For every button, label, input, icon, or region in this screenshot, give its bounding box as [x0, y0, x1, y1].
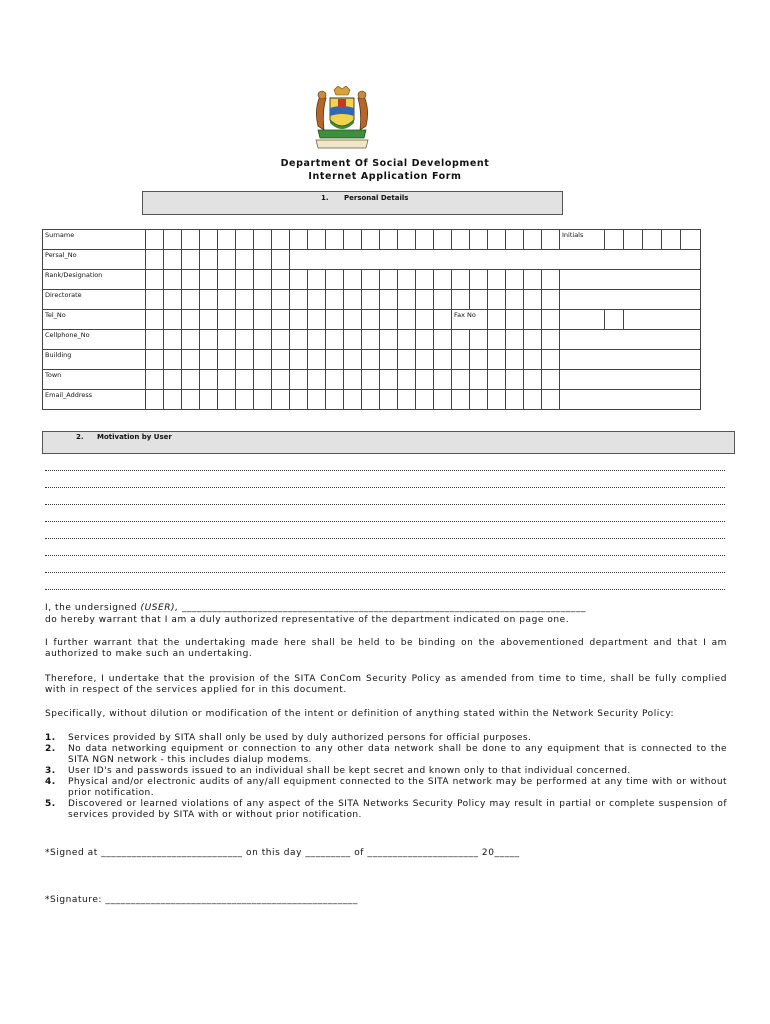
- conditions-list: [45, 733, 727, 821]
- policy-intro-paragraph: Specifically, without dilution or modification of the intent or definition of anything stated within the Network Security Policy:: [45, 709, 675, 719]
- form-title: Internet Application Form: [308, 171, 462, 182]
- town-row: [43, 370, 701, 390]
- cellphone-row: [43, 330, 701, 350]
- section-1-title: Personal Details: [344, 194, 409, 202]
- building-label: Building: [43, 350, 146, 370]
- persal-label: Persal_No: [43, 250, 146, 270]
- user-label: (USER),: [140, 603, 179, 613]
- rank-row: [43, 270, 701, 290]
- email-label: Email_Address: [43, 390, 146, 410]
- coat-of-arms-logo: [308, 86, 376, 150]
- directorate-row: [43, 290, 701, 310]
- tel-box[interactable]: [146, 310, 164, 330]
- motivation-line[interactable]: [45, 470, 725, 471]
- motivation-line[interactable]: [45, 589, 725, 590]
- cellphone-box[interactable]: [146, 330, 164, 350]
- initials-box[interactable]: [605, 230, 624, 250]
- tel-label: Tel_No: [43, 310, 146, 330]
- motivation-line[interactable]: [45, 521, 725, 522]
- motivation-line[interactable]: [45, 572, 725, 573]
- town-box[interactable]: [146, 370, 164, 390]
- signed-at-line[interactable]: *Signed at ____________________________ on this day _________ of ______________________ 20_____: [45, 848, 520, 858]
- persal-box[interactable]: [146, 250, 164, 270]
- rank-label: Rank/Designation: [43, 270, 146, 290]
- tel-row: [43, 310, 701, 330]
- declaration-line-1: I, the undersigned (USER), ________________________________________________________________________________: [45, 603, 586, 613]
- motivation-line[interactable]: [45, 555, 725, 556]
- personal-details-table: [42, 229, 701, 410]
- section-2-title: Motivation by User: [97, 433, 172, 441]
- rank-box[interactable]: [146, 270, 164, 290]
- warranty-paragraph: I further warrant that the undertaking made here shall be held to be binding on the abovementioned department and that I am authorized to make such an undertaking.: [45, 638, 727, 659]
- email-box[interactable]: [146, 390, 164, 410]
- email-row: [43, 390, 701, 410]
- section-2-header: [42, 431, 735, 454]
- user-name-blank[interactable]: ________________________________________________________________________________: [178, 603, 586, 613]
- condition-item: 2. No data networking equipment or connection to any other data network shall be done to any equipment that is connected to the SITA NGN network - this includes dialup modems.: [45, 744, 727, 765]
- section-1-header: [142, 191, 563, 215]
- condition-item: 5. Discovered or learned violations of any aspect of the SITA Networks Security Policy may result in partial or complete suspension of services provided by SITA with or without prior notification.: [45, 799, 727, 820]
- initials-label: Initials: [560, 230, 605, 250]
- town-label: Town: [43, 370, 146, 390]
- persal-blank: [290, 250, 701, 270]
- section-2-number: 2.: [76, 433, 84, 441]
- fax-label: Fax No: [452, 310, 488, 330]
- persal-row: [43, 250, 701, 270]
- surname-row: [43, 230, 701, 250]
- building-box[interactable]: [146, 350, 164, 370]
- directorate-label: Directorate: [43, 290, 146, 310]
- motivation-line[interactable]: [45, 487, 725, 488]
- section-1-number: 1.: [321, 194, 329, 202]
- building-row: [43, 350, 701, 370]
- surname-box[interactable]: [146, 230, 164, 250]
- surname-label: Surname: [43, 230, 146, 250]
- department-title: Department Of Social Development: [280, 158, 490, 169]
- motivation-line[interactable]: [45, 538, 725, 539]
- directorate-box[interactable]: [146, 290, 164, 310]
- signature-line[interactable]: *Signature: __________________________________________________: [45, 895, 358, 905]
- cellphone-label: Cellphone_No: [43, 330, 146, 350]
- condition-item: 1. Services provided by SITA shall only be used by duly authorized persons for official purposes.: [45, 733, 532, 743]
- condition-item: 3. User ID's and passwords issued to an individual shall be kept secret and known only to that individual concerned.: [45, 766, 631, 776]
- declaration-line-2: do hereby warrant that I am a duly authorized representative of the department indicated on page one.: [45, 615, 570, 625]
- motivation-line[interactable]: [45, 504, 725, 505]
- fax-box[interactable]: [488, 310, 506, 330]
- condition-item: 4. Physical and/or electronic audits of any/all equipment connected to the SITA network may be performed at any time with or without prior notification.: [45, 777, 727, 798]
- undertaking-paragraph: Therefore, I undertake that the provision of the SITA ConCom Security Policy as amended from time to time, shall be fully complied with in respect of the services applied for in this document.: [45, 674, 727, 695]
